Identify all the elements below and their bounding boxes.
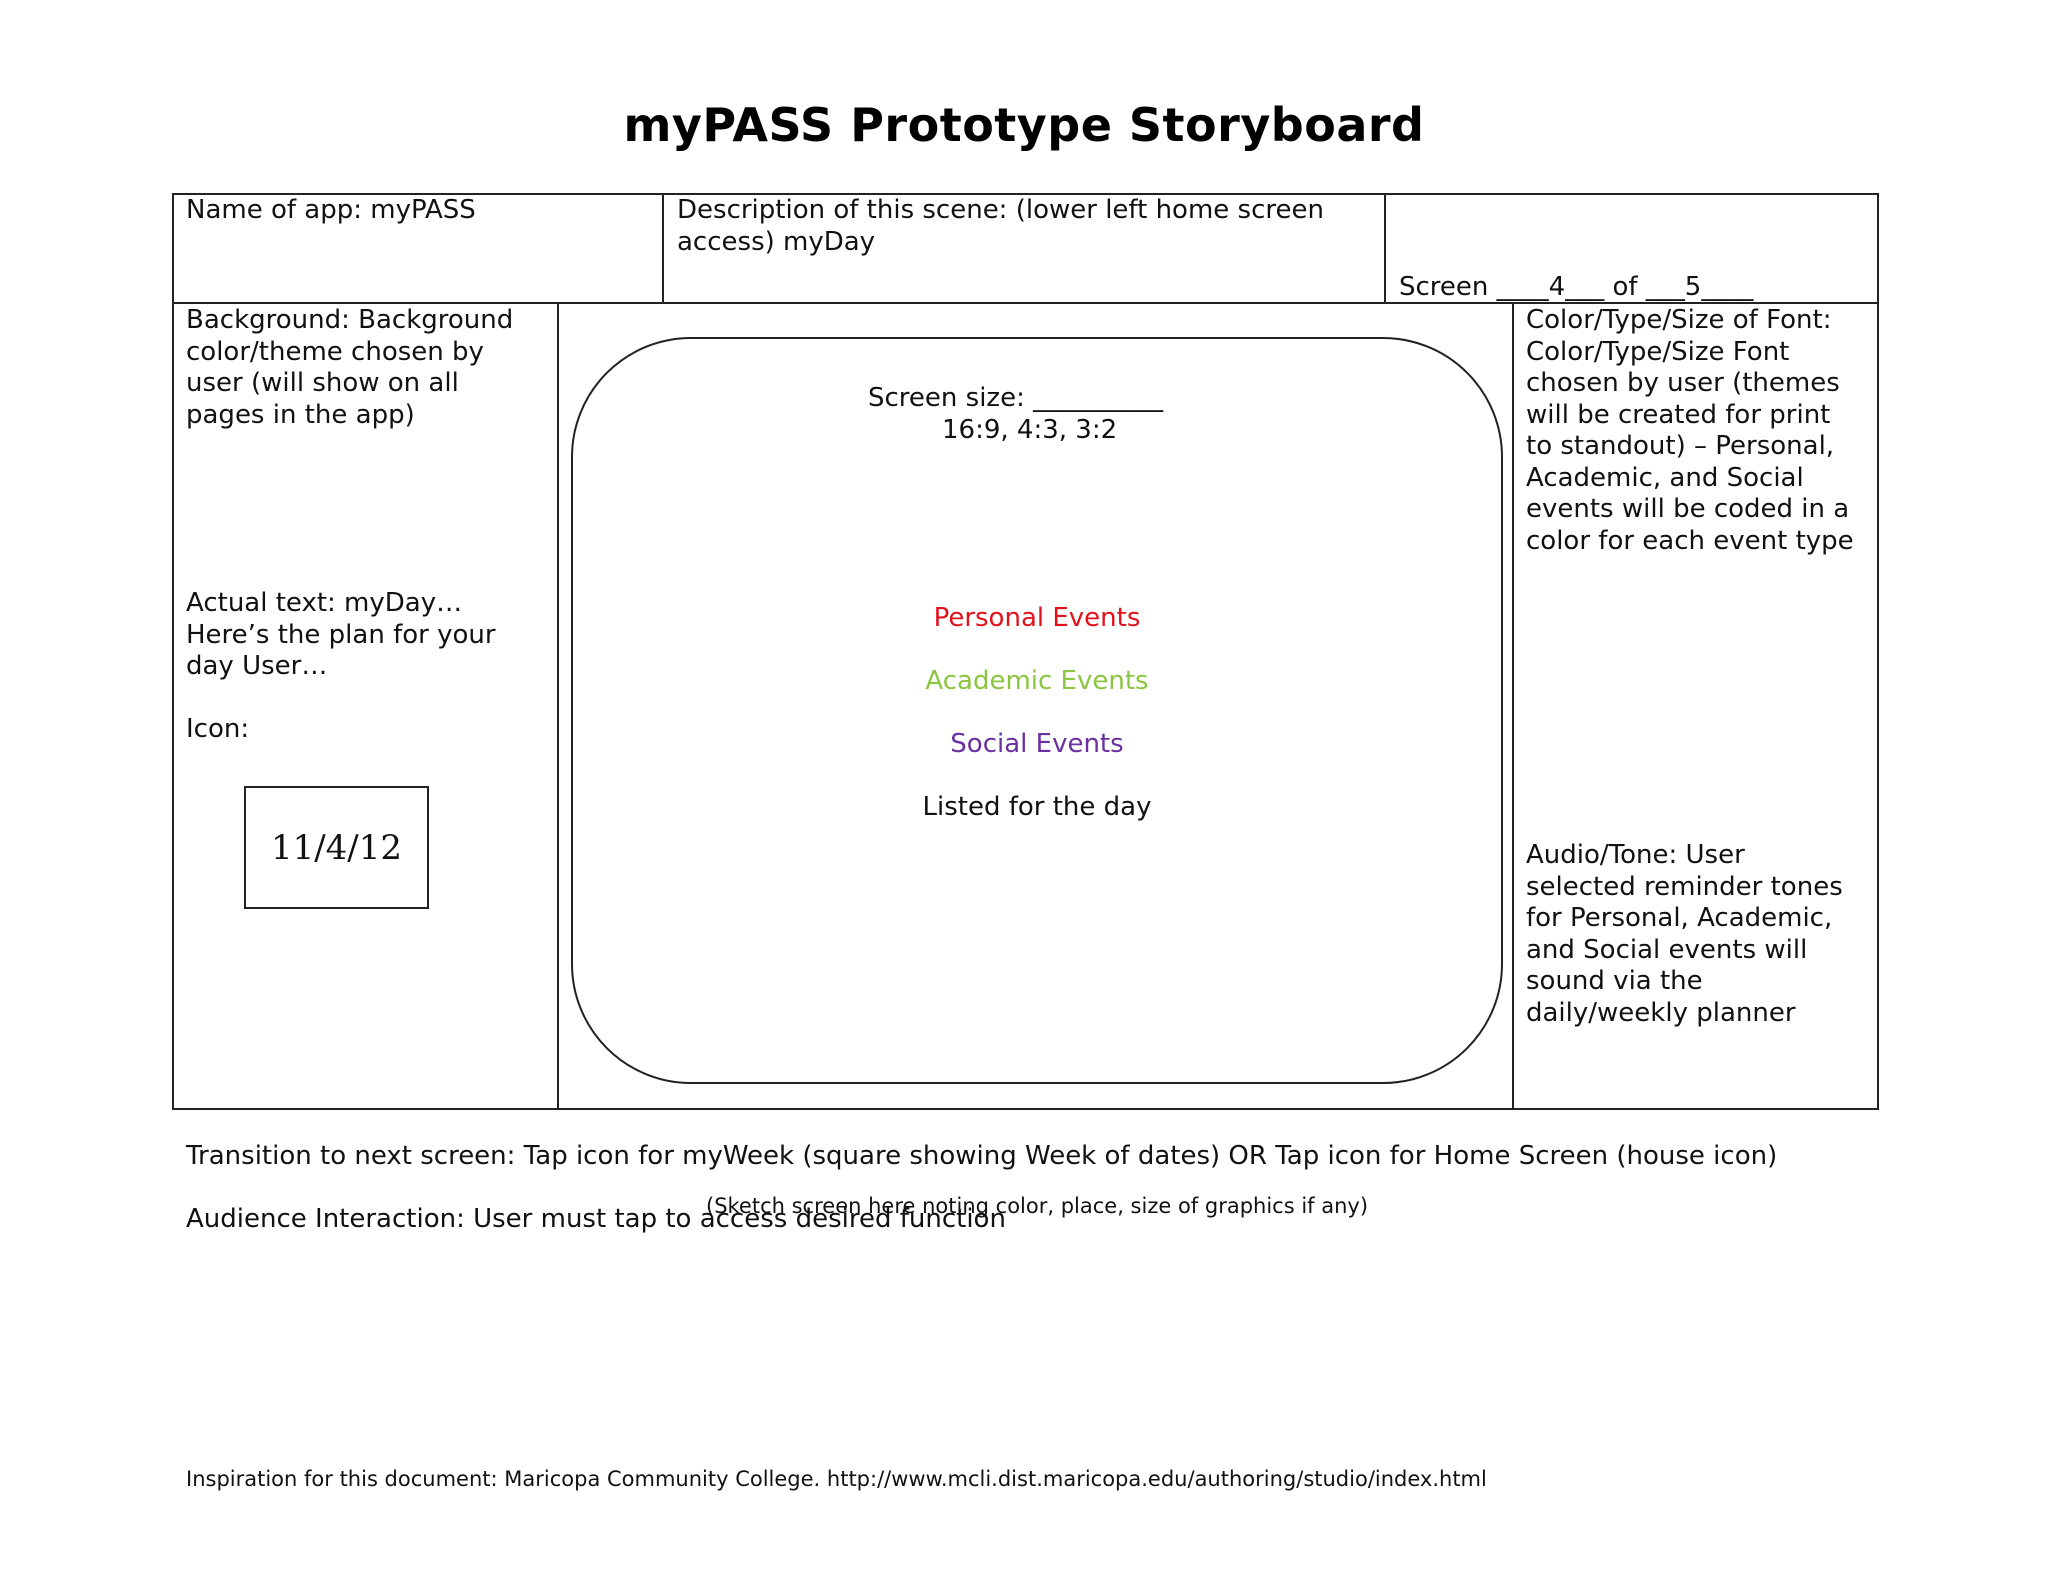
- table-border-bottom: [172, 1108, 1879, 1110]
- header-col-divider-2: [1384, 193, 1386, 303]
- scene-description: Description of this scene: (lower left home screen access) myDay: [677, 195, 1324, 257]
- sketch-note: (Sketch screen here noting color, place, size of graphics if any): [706, 1194, 1369, 1218]
- icon-label: Icon:: [186, 714, 250, 744]
- screen-ratios: 16:9, 4:3, 3:2: [942, 415, 1118, 445]
- event-listed-note: Listed for the day: [922, 792, 1152, 822]
- event-academic: Academic Events: [925, 666, 1149, 696]
- table-border-left: [172, 193, 174, 1110]
- actual-text-note: Actual text: myDay… Here’s the plan for your day User…: [186, 588, 496, 681]
- document-title: myPASS Prototype Storyboard: [623, 98, 1425, 152]
- event-personal: Personal Events: [933, 603, 1141, 633]
- calendar-date-icon: 11/4/12: [244, 786, 429, 909]
- inspiration-credit: Inspiration for this document: Maricopa Community College. http://www.mcli.dist.maricopa.edu/authoring/studio/index.html: [186, 1467, 1487, 1491]
- body-col-divider-left: [557, 302, 559, 1110]
- screen-size-label: Screen size: __________: [868, 383, 1164, 413]
- table-border-right: [1877, 193, 1879, 1110]
- body-col-divider-right: [1512, 302, 1514, 1110]
- background-note: Background: Background color/theme chosen by user (will show on all pages in the app): [186, 305, 514, 430]
- phone-screen-sketch: [571, 337, 1503, 1084]
- app-name: Name of app: myPASS: [186, 195, 476, 225]
- font-note: Color/Type/Size of Font: Color/Type/Size Font chosen by user (themes will be created for print to standout) – Personal, Academic, and Social events will be coded in a color for each event type: [1526, 305, 1854, 556]
- audio-note: Audio/Tone: User selected reminder tones for Personal, Academic, and Social events will sound via the daily/weekly planner: [1526, 840, 1843, 1028]
- transition-note: Transition to next screen: Tap icon for myWeek (square showing Week of dates) OR Tap icon for Home Screen (house icon): [186, 1141, 1778, 1171]
- event-social: Social Events: [950, 729, 1124, 759]
- interaction-note: Audience Interaction: User must tap to access desired function: [186, 1204, 1006, 1234]
- screen-counter: Screen ____4___ of ___5____: [1399, 272, 1754, 302]
- header-col-divider-1: [662, 193, 664, 303]
